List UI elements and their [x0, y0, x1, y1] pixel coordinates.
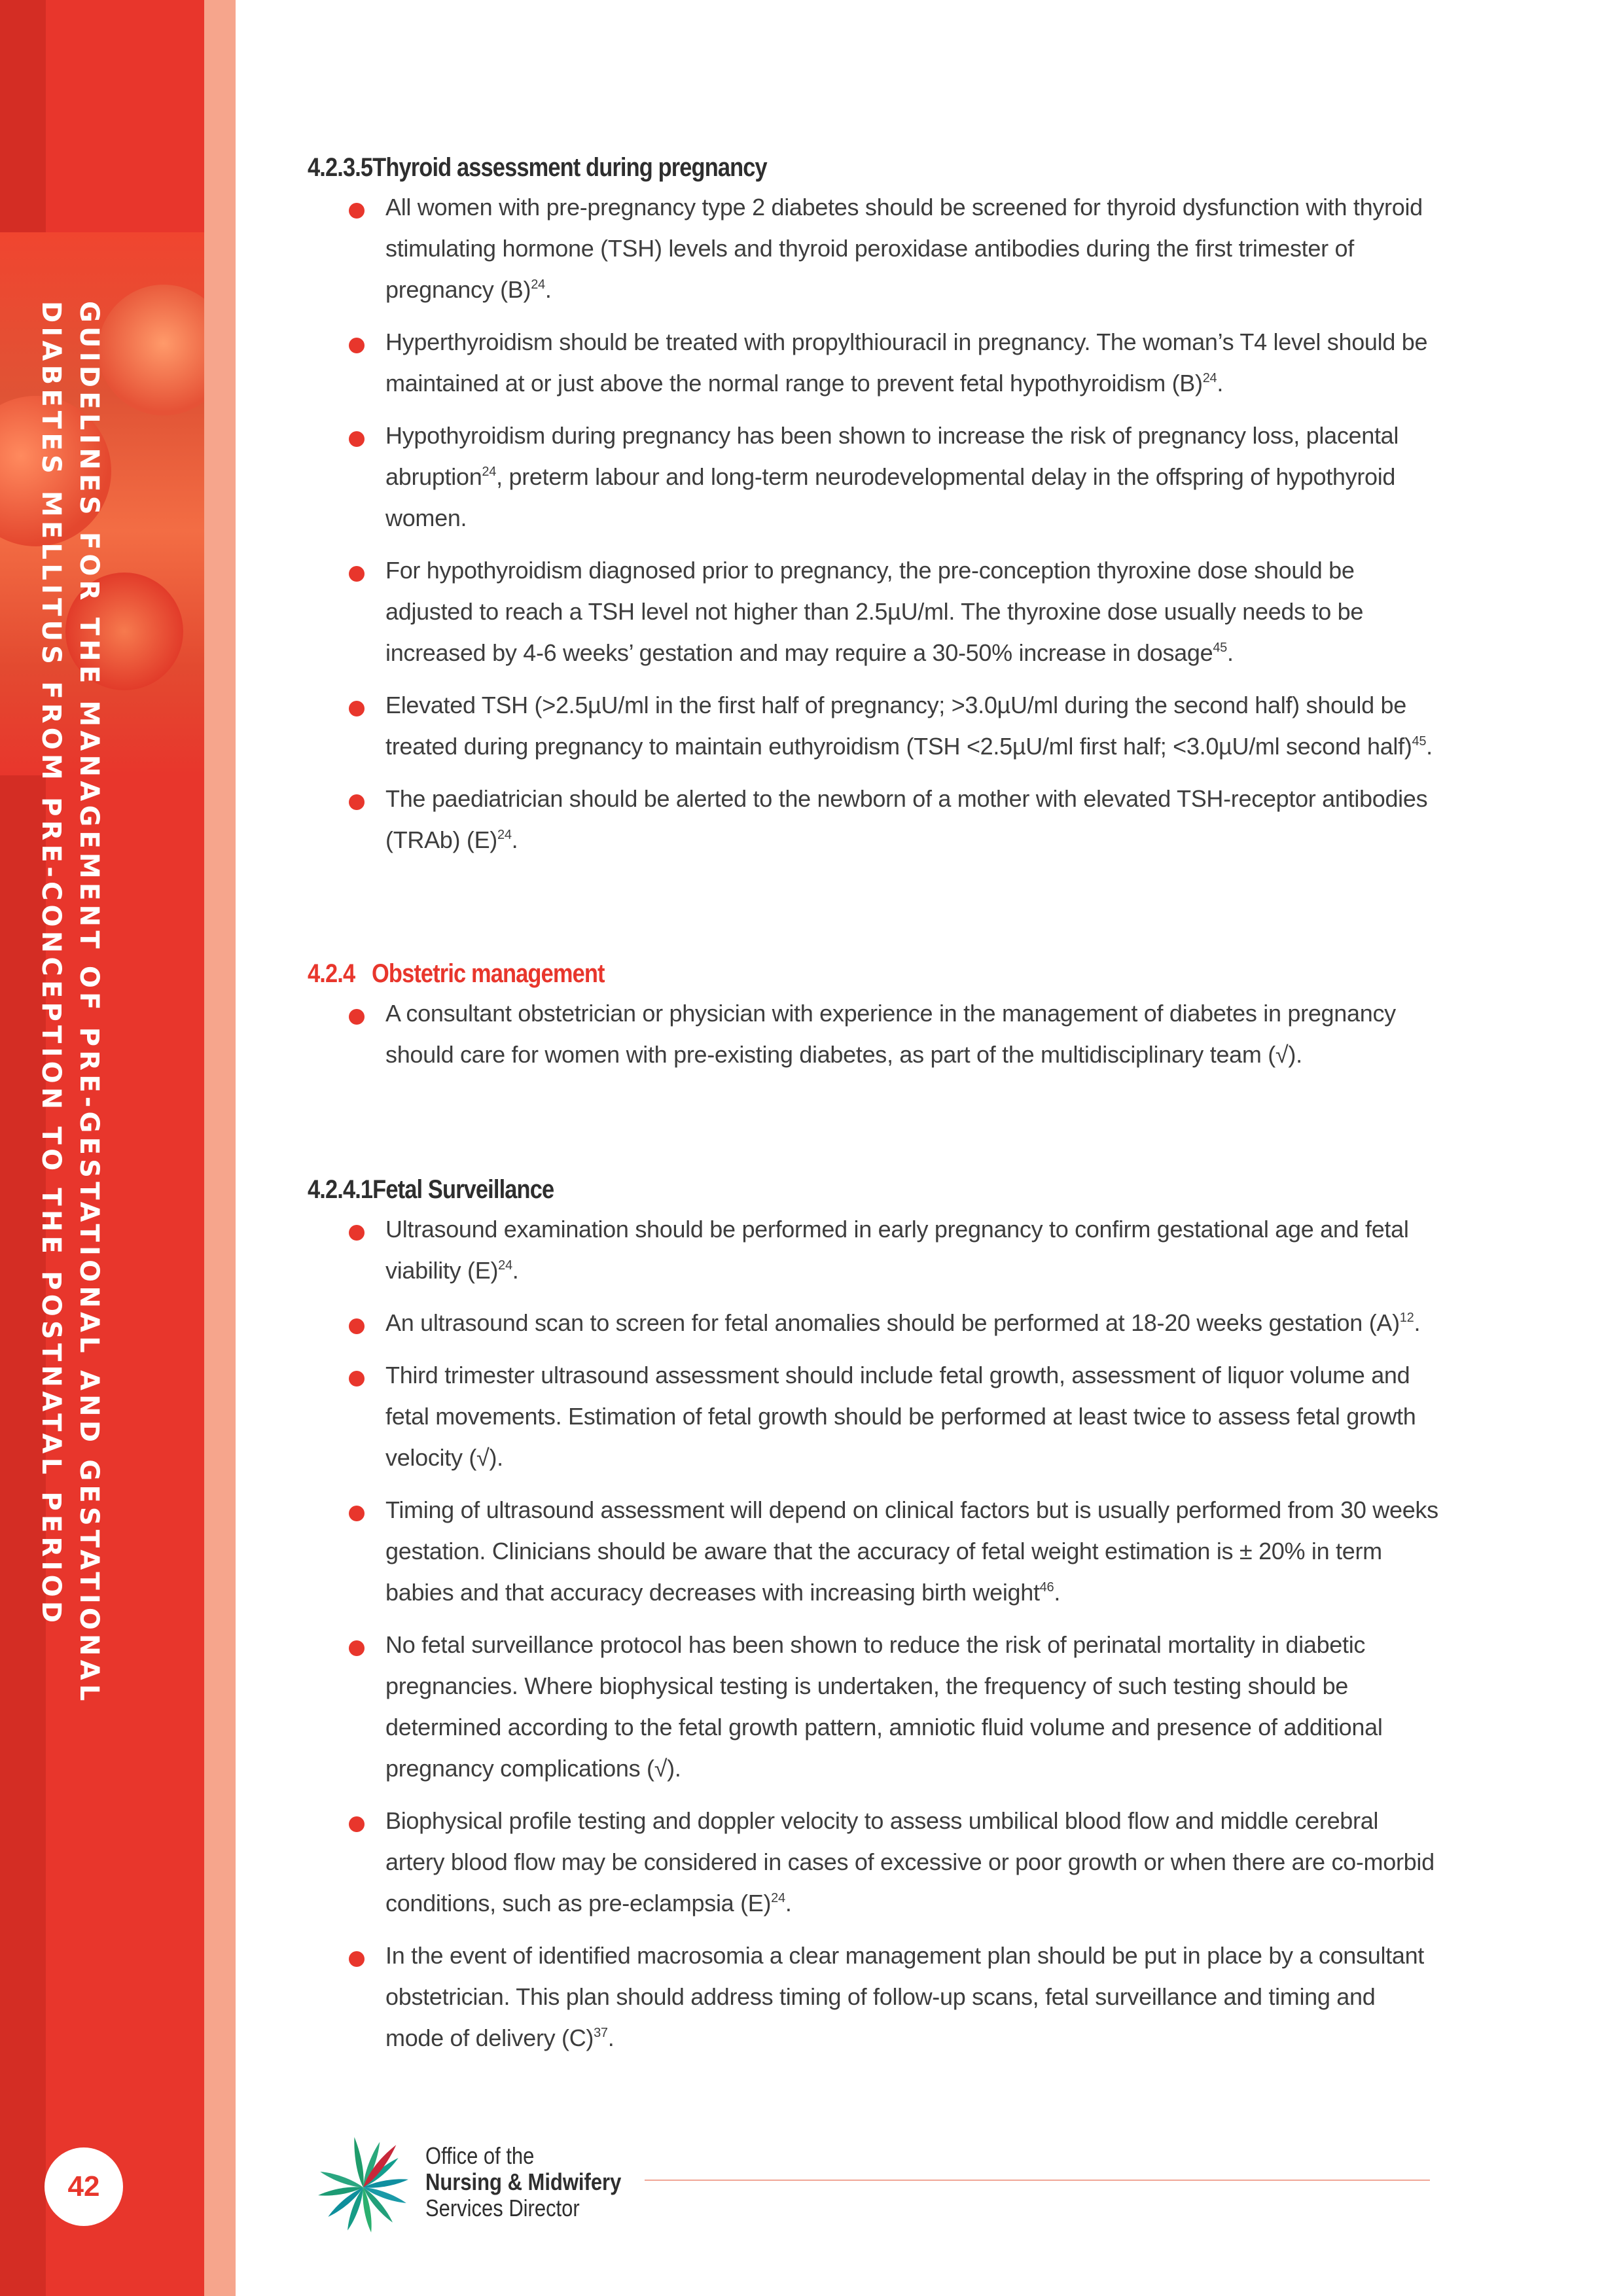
bullet-tail: .: [1217, 370, 1224, 397]
section-fetal-surveillance: [308, 1175, 1440, 2070]
bullet-tail: .: [511, 826, 518, 853]
bullet-text: Hyperthyroidism should be treated with propylthiouracil in pregnancy. The woman’s T4 level should be maintained at or just above the normal range to prevent fetal hypothyroidism (B): [385, 328, 1428, 397]
list-item: [308, 550, 1440, 673]
section-number: 4.2.3.5: [308, 153, 373, 182]
bullet-list: [308, 1209, 1440, 2058]
bullet-tail: .: [544, 276, 552, 303]
organisation-name: [425, 2143, 621, 2221]
org-line-1: Office of the: [425, 2142, 535, 2169]
organisation-logo-icon: [308, 2130, 419, 2241]
section-thyroid: [308, 153, 1440, 872]
bullet-text: Timing of ultrasound assessment will depend on clinical factors but is usually performed from 30 weeks gestation. Clinicians should be aware that the accuracy of fetal weight estimation is ± 20% in term babies and that accuracy decreases with increasing birth weight: [385, 1496, 1438, 1606]
citation: 24: [497, 828, 512, 842]
list-item: [308, 684, 1440, 767]
section-title: Obstetric management: [372, 959, 605, 988]
citation: 24: [1202, 371, 1217, 385]
section-number: 4.2.4.1: [308, 1175, 373, 1204]
citation: 24: [771, 1891, 785, 1905]
bullet-text: Ultrasound examination should be performed in early pregnancy to confirm gestational age and fetal viability (E): [385, 1216, 1409, 1284]
section-title: Fetal Surveillance: [372, 1175, 554, 1204]
footer-divider: [645, 2180, 1430, 2181]
org-line-3: Services Director: [425, 2195, 580, 2221]
bullet-text: In the event of identified macrosomia a clear management plan should be put in place by a consultant obstetrician. This plan should address timing of follow-up scans, fetal surveillance and timing and mode of delivery (C): [385, 1942, 1424, 2051]
bullet-tail: .: [1226, 639, 1234, 666]
bullet-text: An ultrasound scan to screen for fetal anomalies should be performed at 18-20 weeks gestation (A): [385, 1309, 1400, 1336]
spine-title-line-1: GUIDELINES FOR THE MANAGEMENT OF PRE-GESTATIONAL AND GESTATIONAL: [74, 301, 104, 1705]
section-heading: [308, 153, 1281, 183]
citation: 24: [482, 465, 497, 479]
bullet-text: No fetal surveillance protocol has been shown to reduce the risk of perinatal mortality in diabetic pregnancies. Where biophysical testing is undertaken, the frequency of such testing should be determined according to the fetal growth pattern, amniotic fluid volume and presence of additional pregnancy complications (√).: [385, 1631, 1383, 1782]
bullet-text: The paediatrician should be alerted to the newborn of a mother with elevated TSH-receptor antibodies (TRAb) (E): [385, 785, 1428, 853]
spine-title: [32, 301, 108, 1705]
org-line-2: Nursing & Midwifery: [425, 2168, 622, 2195]
list-item: [308, 1209, 1440, 1291]
bullet-list: [308, 993, 1440, 1075]
bullet-tail: , preterm labour and long-term neurodevelopmental delay in the offspring of hypothyroid women.: [385, 463, 1396, 531]
citation: 24: [531, 277, 545, 292]
bullet-text: Third trimester ultrasound assessment should include fetal growth, assessment of liquor volume and fetal movements. Estimation of fetal growth should be performed at least twice to assess fetal growth velocity (√).: [385, 1362, 1416, 1471]
list-item: [308, 1489, 1440, 1613]
bullet-text: A consultant obstetrician or physician with experience in the management of diabetes in pregnancy should care for women with pre-existing diabetes, as part of the multidisciplinary team (√).: [385, 1000, 1396, 1068]
bullet-tail: .: [1414, 1309, 1421, 1336]
bullet-tail: .: [607, 2024, 615, 2051]
list-item: [308, 1935, 1440, 2058]
bullet-list: [308, 186, 1440, 860]
list-item: [308, 1354, 1440, 1478]
citation: 37: [594, 2026, 608, 2040]
list-item: [308, 778, 1440, 860]
citation: 24: [498, 1258, 512, 1273]
citation: 46: [1039, 1580, 1054, 1595]
citation: 45: [1213, 641, 1227, 655]
list-item: [308, 186, 1440, 310]
bullet-text: All women with pre-pregnancy type 2 diabetes should be screened for thyroid dysfunction with thyroid stimulating hormone (TSH) levels and thyroid peroxidase antibodies during the first trimester of pregnancy (B): [385, 194, 1423, 303]
spine-title-line-2: DIABETES MELLITUS FROM PRE-CONCEPTION TO THE POSTNATAL PERIOD: [36, 301, 66, 1627]
bullet-text: Elevated TSH (>2.5µU/ml in the first half of pregnancy; >3.0µU/ml during the second half) should be treated during pregnancy to maintain euthyroidism (TSH <2.5µU/ml first half; <3.0µU/ml second half): [385, 692, 1412, 760]
list-item: [308, 321, 1440, 404]
bullet-text: Hypothyroidism during pregnancy has been shown to increase the risk of pregnancy loss, placental abruption: [385, 422, 1399, 490]
list-item: [308, 415, 1440, 539]
bullet-text: Biophysical profile testing and doppler velocity to assess umbilical blood flow and middle cerebral artery blood flow may be considered in cases of excessive or poor growth or when there are co-morbid conditions, such as pre-eclampsia (E): [385, 1807, 1435, 1916]
side-band-accent: [204, 0, 236, 2296]
list-item: [308, 993, 1440, 1075]
section-number: 4.2.4: [308, 959, 355, 988]
bullet-text: For hypothyroidism diagnosed prior to pregnancy, the pre-conception thyroxine dose should be adjusted to reach a TSH level not higher than 2.5µU/ml. The thyroxine dose usually needs to be increased by 4-6 weeks’ gestation and may require a 30-50% increase in dosage: [385, 557, 1364, 666]
citation: 45: [1412, 734, 1427, 749]
list-item: [308, 1800, 1440, 1924]
bullet-tail: .: [1054, 1579, 1061, 1606]
logo-petals: [317, 2136, 408, 2233]
list-item: [308, 1624, 1440, 1789]
section-heading: [308, 1175, 1281, 1205]
page-number: 42: [45, 2147, 123, 2226]
list-item: [308, 1302, 1440, 1343]
bullet-tail: .: [512, 1257, 519, 1284]
section-obstetric: [308, 959, 1440, 1086]
citation: 12: [1399, 1311, 1414, 1325]
section-title: Thyroid assessment during pregnancy: [372, 153, 767, 182]
bullet-tail: .: [1426, 733, 1433, 760]
bullet-tail: .: [785, 1890, 792, 1916]
section-heading: [308, 959, 1281, 989]
